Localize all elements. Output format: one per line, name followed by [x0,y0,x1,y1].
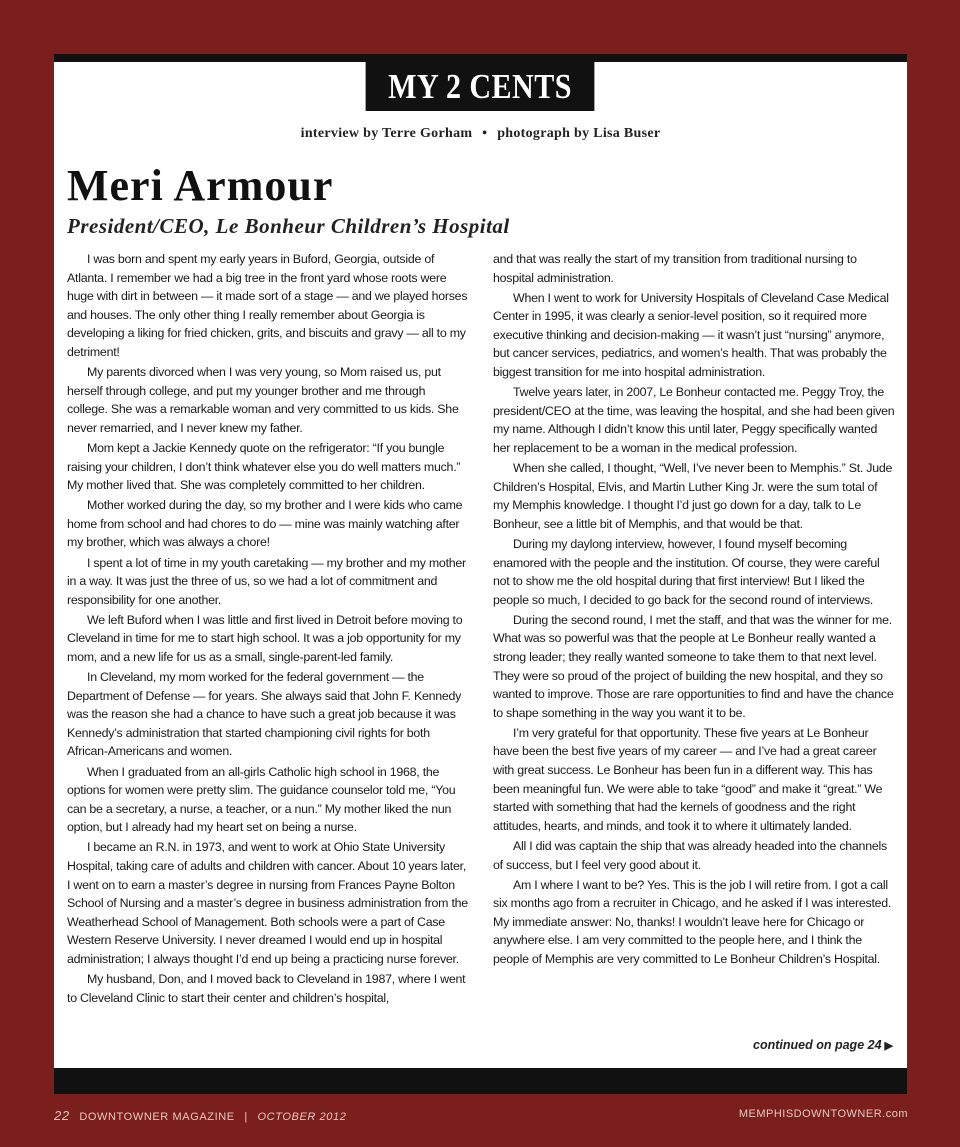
paragraph: Mom kept a Jackie Kennedy quote on the refrigerator: “If you bungle raising your children, I don’t think whatever else you do well matters much.” My mother lived that. She was completely committed to her children. [67,440,461,493]
paragraph: and that was really the start of my transition from traditional nursing to hospital administration. [493,252,857,285]
paragraph: When I went to work for University Hospitals of Cleveland Case Medical Center in 1995, it was clearly a senior-level position, so it required more executive thinking and decision-making — it wasn’t just “nursing” anymore, but cancer services, pediatrics, and women’s health. That was probably the biggest transition for me into hospital administration. [493,290,889,380]
paragraph: I’m very grateful for that opportunity. These five years at Le Bonheur have been the best five years of my career — and I’ve had a great career with great success. Le Bonheur has been fun in a different way. This has been meaningful fun. We were able to take “good” and make it “great.” We started with something that had the kernels of goodness and the right attitudes, hearts, and minds, and took it to where it ultimately landed. [493,725,883,833]
paragraph: When she called, I thought, “Well, I’ve never been to Memphis.” St. Jude Children’s Hospital, Elvis, and Martin Luther King Jr. were the sum total of my Memphis knowledge. I thought I’d just go down for a day, talk to Le Bonheur, see a little bit of Memphis, and that would be that. [493,461,893,531]
paragraph: Am I where I want to be? Yes. This is the job I will retire from. I got a call six months ago from a recruiter in Chicago, and he asked if I was interested. My immediate answer: No, thanks! I wouldn’t leave here for Chicago or anywhere else. I am very committed to the people here, and I think the people of Memphis are very committed to Le Bonheur Children’s Hospital. [493,877,892,966]
right-column [493,250,895,970]
left-column [67,250,469,1009]
article-paper [54,62,907,1068]
website-link[interactable]: MEMPHISDOWNTOWNER.com [738,1108,908,1120]
paragraph: During the second round, I met the staff, and that was the winner for me. What was so powerful was that the people at Le Bonheur really wanted a strong leader; they really wanted someone to take them to that next level. They were so proud of the project of building the new hospital, and they so wanted to improve. Those are rare opportunities to find and have the chance to shape something in the way you want it to be. [493,612,894,720]
paragraph: Twelve years later, in 2007, Le Bonheur contacted me. Peggy Troy, the president/CEO at the time, was leaving the hospital, and she had been given my name. Although I didn’t know this until later, Peggy specifically wanted her replacement to be a woman in the medical profession. [493,385,895,455]
footer-left [54,1108,346,1123]
paragraph: I was born and spent my early years in Buford, Georgia, outside of Atlanta. I remember we had a big tree in the front yard whose roots were huge with dirt in between — it made sort of a stage — and we played horses and houses. The only other thing I really remember about Georgia is developing a liking for fried chicken, grits, and biscuits and gravy — all to my detriment! [67,252,468,359]
paragraph: All I did was captain the ship that was already headed into the channels of success, but I feel very good about it. [493,838,887,872]
continued-link[interactable] [753,1038,893,1052]
arrow-right-icon: ▶ [884,1040,893,1052]
interview-credit: interview by Terre Gorham [300,126,473,141]
paragraph: I spent a lot of time in my youth caretaking — my brother and my mother in a way. It was just the three of us, so we had a lot of commitment and responsibility for one another. [67,555,466,607]
issue-date: OCTOBER 2012 [257,1111,347,1123]
paragraph: Mother worked during the day, so my brother and I were kids who came home from school and had chores to do — mine was mainly watching after my brother, which was always a chore! [67,498,463,550]
page-footer [0,1100,960,1130]
page-number: 22 [54,1108,70,1123]
article-subhead: President/CEO, Le Bonheur Children’s Hospital [67,214,510,238]
magazine-name: DOWNTOWNER MAGAZINE [79,1111,235,1123]
byline-bullet: • [482,126,488,141]
paragraph: My parents divorced when I was very young, so Mom raised us, put herself through college, and put my younger brother and me through college. She was a remarkable woman and very committed to us kids. She never remarried, and I never knew my father. [67,365,459,435]
paragraph: When I graduated from an all-girls Catholic high school in 1968, the options for women were pretty slim. The guidance counselor told me, “You can be a secretary, a nurse, a teacher, or a nun.” My mother liked the nun option, but I already had my heart set on being a nurse. [67,764,456,835]
article-headline: Meri Armour [67,161,334,210]
paragraph: I became an R.N. in 1973, and went to work at Ohio State University Hospital, taking care of adults and children with cancer. About 10 years later, I went on to earn a master’s degree in nursing from Frances Payne Bolton School of Nursing and a master’s degree in business administration from the Weatherhead School of Management. Both schools were a part of Case Western Reserve University. I never dreamed I would end up in hospital administration; I always thought I’d end up being a practicing nurse forever. [67,840,468,966]
magazine-page [54,54,907,1094]
footer-separator: | [244,1111,248,1123]
paragraph: My husband, Don, and I moved back to Cleveland in 1987, where I went to Cleveland Clinic to start their center and children’s hospital, [67,972,466,1005]
photo-credit: photograph by Lisa Buser [497,126,661,141]
paragraph: In Cleveland, my mom worked for the federal government — the Department of Defense — for years. She always said that John F. Kennedy was the reason she had a chance to have such a great job because it was Kennedy’s administration that started championing civil rights for both African-Americans and women. [67,670,462,759]
paragraph: We left Buford when I was little and first lived in Detroit before moving to Cleveland in time for me to start high school. It was a job opportunity for my mom, and a new life for us as a small, single-parent-led family. [67,612,463,664]
paragraph: During my daylong interview, however, I found myself becoming enamored with the people and the institution. Of course, they were careful not to show me the old hospital during that first interview! But I liked the people so much, I decided to go back for the second round of interviews. [493,536,880,607]
section-banner: MY 2 CENTS [366,62,595,111]
continued-label: continued on page 24 [753,1038,882,1052]
byline [54,126,907,142]
